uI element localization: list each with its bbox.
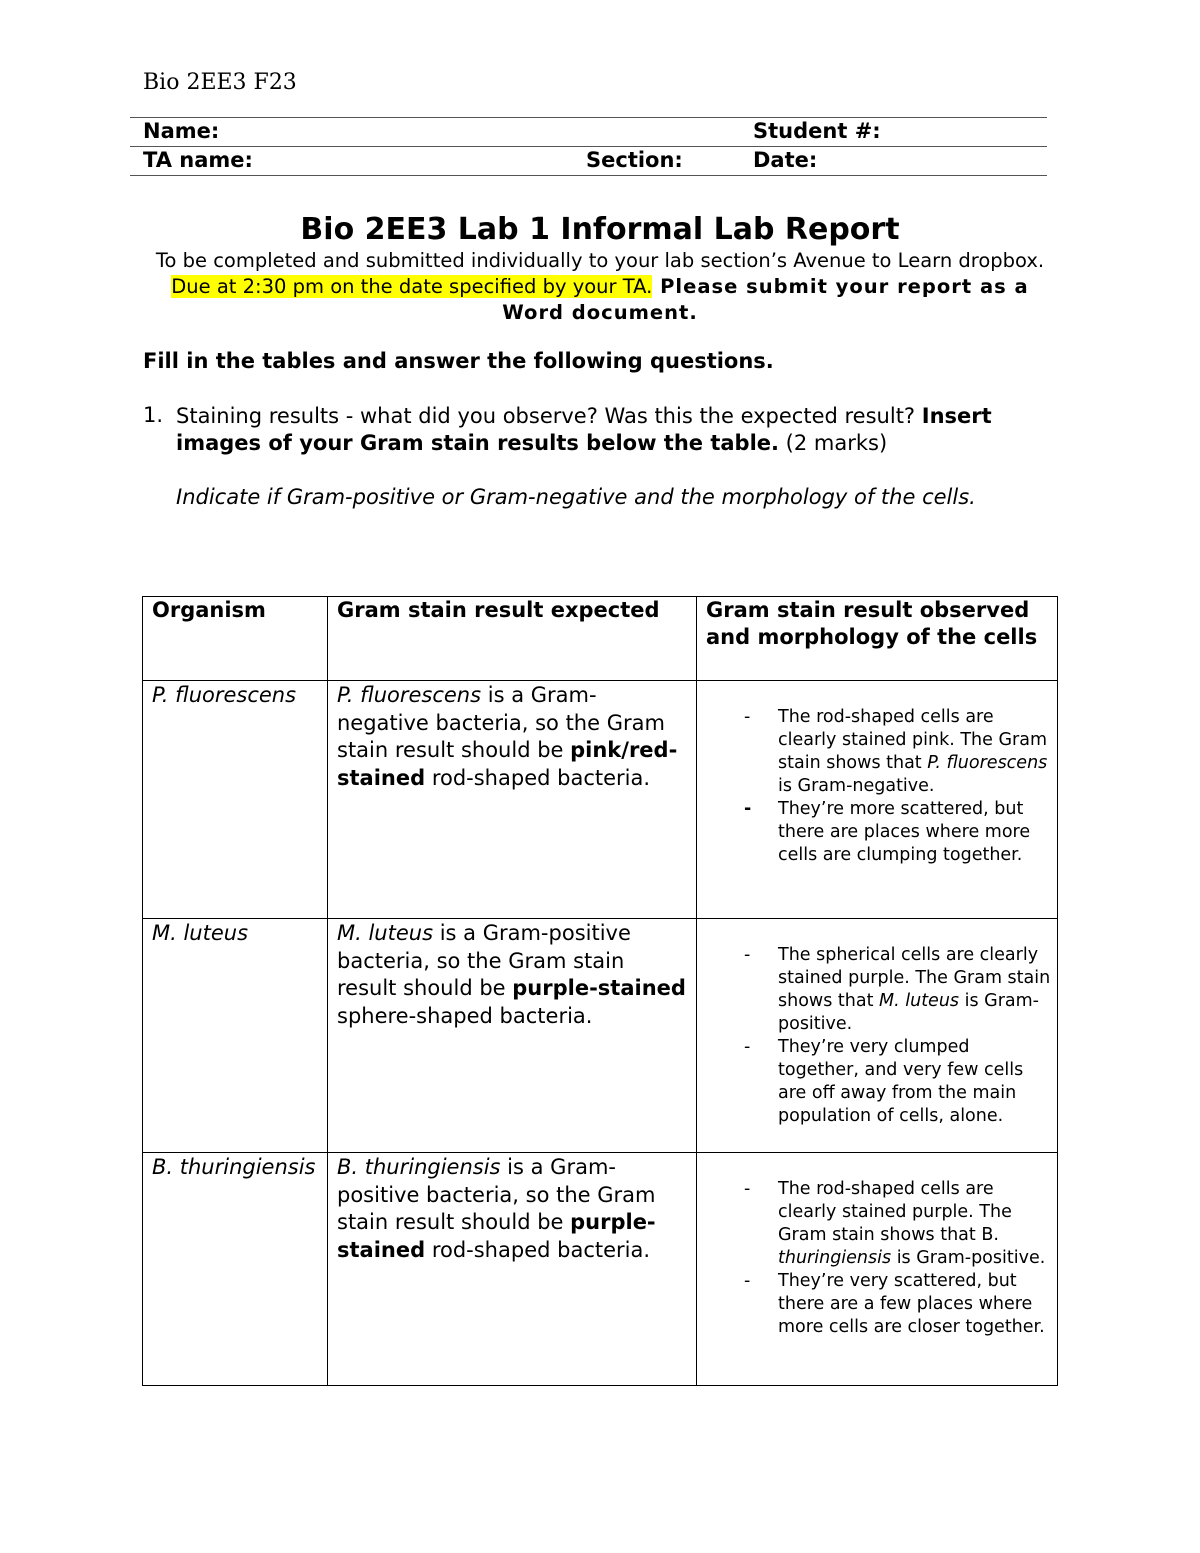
observation-result: is Gram-positive. — [891, 1248, 1046, 1268]
date-label: Date: — [753, 148, 818, 172]
observation-species: P. fluorescens — [927, 753, 1048, 773]
observation-text: The rod-shaped cells are clearly stained pink. The Gram stain shows that — [778, 707, 1048, 773]
expected-shape: rod-shaped bacteria. — [425, 765, 651, 790]
question-text-block — [176, 403, 1036, 457]
table-header-row — [143, 597, 1058, 681]
instruction-heading: Fill in the tables and answer the following questions. — [143, 349, 774, 373]
organism-cell: B. thuringiensis — [143, 1153, 328, 1386]
question-bold-text: Insert images of your Gram stain results below the table. — [176, 404, 992, 455]
report-title: Bio 2EE3 Lab 1 Informal Lab Report — [300, 212, 900, 247]
table-row — [143, 1153, 1058, 1386]
submit-format-note: Please submit your report as a Word document. — [502, 275, 1029, 324]
question-number: 1. — [143, 403, 164, 427]
course-header: Bio 2EE3 F23 — [143, 70, 297, 95]
observation-item: - They’re very scattered, but there are a few places where more cells are closer together. — [706, 1270, 1051, 1339]
observation-item — [706, 706, 1051, 798]
expected-cell — [328, 1153, 697, 1386]
expected-species: P. fluorescens — [337, 683, 482, 707]
table-row — [143, 681, 1058, 919]
student-info-table — [130, 117, 1047, 176]
organism-cell: P. fluorescens — [143, 681, 328, 919]
header-organism: Organism — [143, 597, 328, 681]
expected-text: is a Gram-positive bacteria, so the Gram stain result should be — [337, 921, 631, 1000]
results-table — [142, 596, 1058, 1386]
intro-paragraph — [150, 248, 1050, 326]
expected-stain: purple-stained — [512, 976, 686, 1000]
observation-list — [706, 944, 1051, 1128]
section-label: Section: — [586, 148, 683, 172]
observation-species: thuringiensis — [778, 1248, 892, 1268]
observation-list — [706, 706, 1051, 867]
question-note: Indicate if Gram-positive or Gram-negative and the morphology of the cells. — [176, 485, 976, 509]
expected-species: B. thuringiensis — [337, 1155, 501, 1179]
intro-text: To be completed and submitted individually to your lab section’s Avenue to Learn dropbox. — [155, 249, 1045, 272]
observed-cell — [697, 919, 1058, 1153]
observation-text: The spherical cells are clearly stained purple. The Gram stain shows that — [778, 945, 1051, 1011]
observation-text: The rod-shaped cells are clearly stained purple. The Gram stain shows that B. — [778, 1179, 1012, 1245]
expected-stain: pink/red-stained — [337, 738, 678, 790]
question-1 — [176, 403, 1036, 511]
ta-name-label: TA name: — [143, 148, 253, 172]
header-expected: Gram stain result expected — [328, 597, 697, 681]
observation-result: is Gram-positive. — [778, 991, 1039, 1034]
observation-item — [706, 944, 1051, 1036]
observation-item: - They’re more scattered, but there are places where more cells are clumping together. — [706, 798, 1051, 867]
expected-shape: sphere-shaped bacteria. — [337, 1003, 593, 1028]
observation-item: - They’re very clumped together, and very few cells are off away from the main population of cells, alone. — [706, 1036, 1051, 1128]
question-text: Staining results - what did you observe? Was this the expected result? — [176, 404, 922, 428]
question-marks: (2 marks) — [778, 431, 888, 455]
expected-cell — [328, 919, 697, 1153]
student-number-label: Student #: — [753, 119, 881, 143]
expected-cell — [328, 681, 697, 919]
name-label: Name: — [143, 119, 220, 143]
expected-text: is a Gram-negative bacteria, so the Gram stain result should be — [337, 683, 665, 762]
observation-result: is Gram-negative. — [778, 776, 935, 796]
organism-cell: M. luteus — [143, 919, 328, 1153]
observation-species: M. luteus — [879, 991, 960, 1011]
expected-stain: purple-stained — [337, 1210, 656, 1262]
expected-text: is a Gram-positive bacteria, so the Gram stain result should be — [337, 1155, 656, 1234]
observed-cell — [697, 681, 1058, 919]
observation-list — [706, 1178, 1051, 1339]
observation-item — [706, 1178, 1051, 1270]
observed-cell — [697, 1153, 1058, 1386]
expected-species: M. luteus — [337, 921, 434, 945]
table-row — [143, 919, 1058, 1153]
expected-shape: rod-shaped bacteria. — [425, 1237, 651, 1262]
due-date-highlight: Due at 2:30 pm on the date specified by your TA. — [171, 275, 653, 298]
header-observed: Gram stain result observed and morphology of the cells — [697, 597, 1058, 681]
